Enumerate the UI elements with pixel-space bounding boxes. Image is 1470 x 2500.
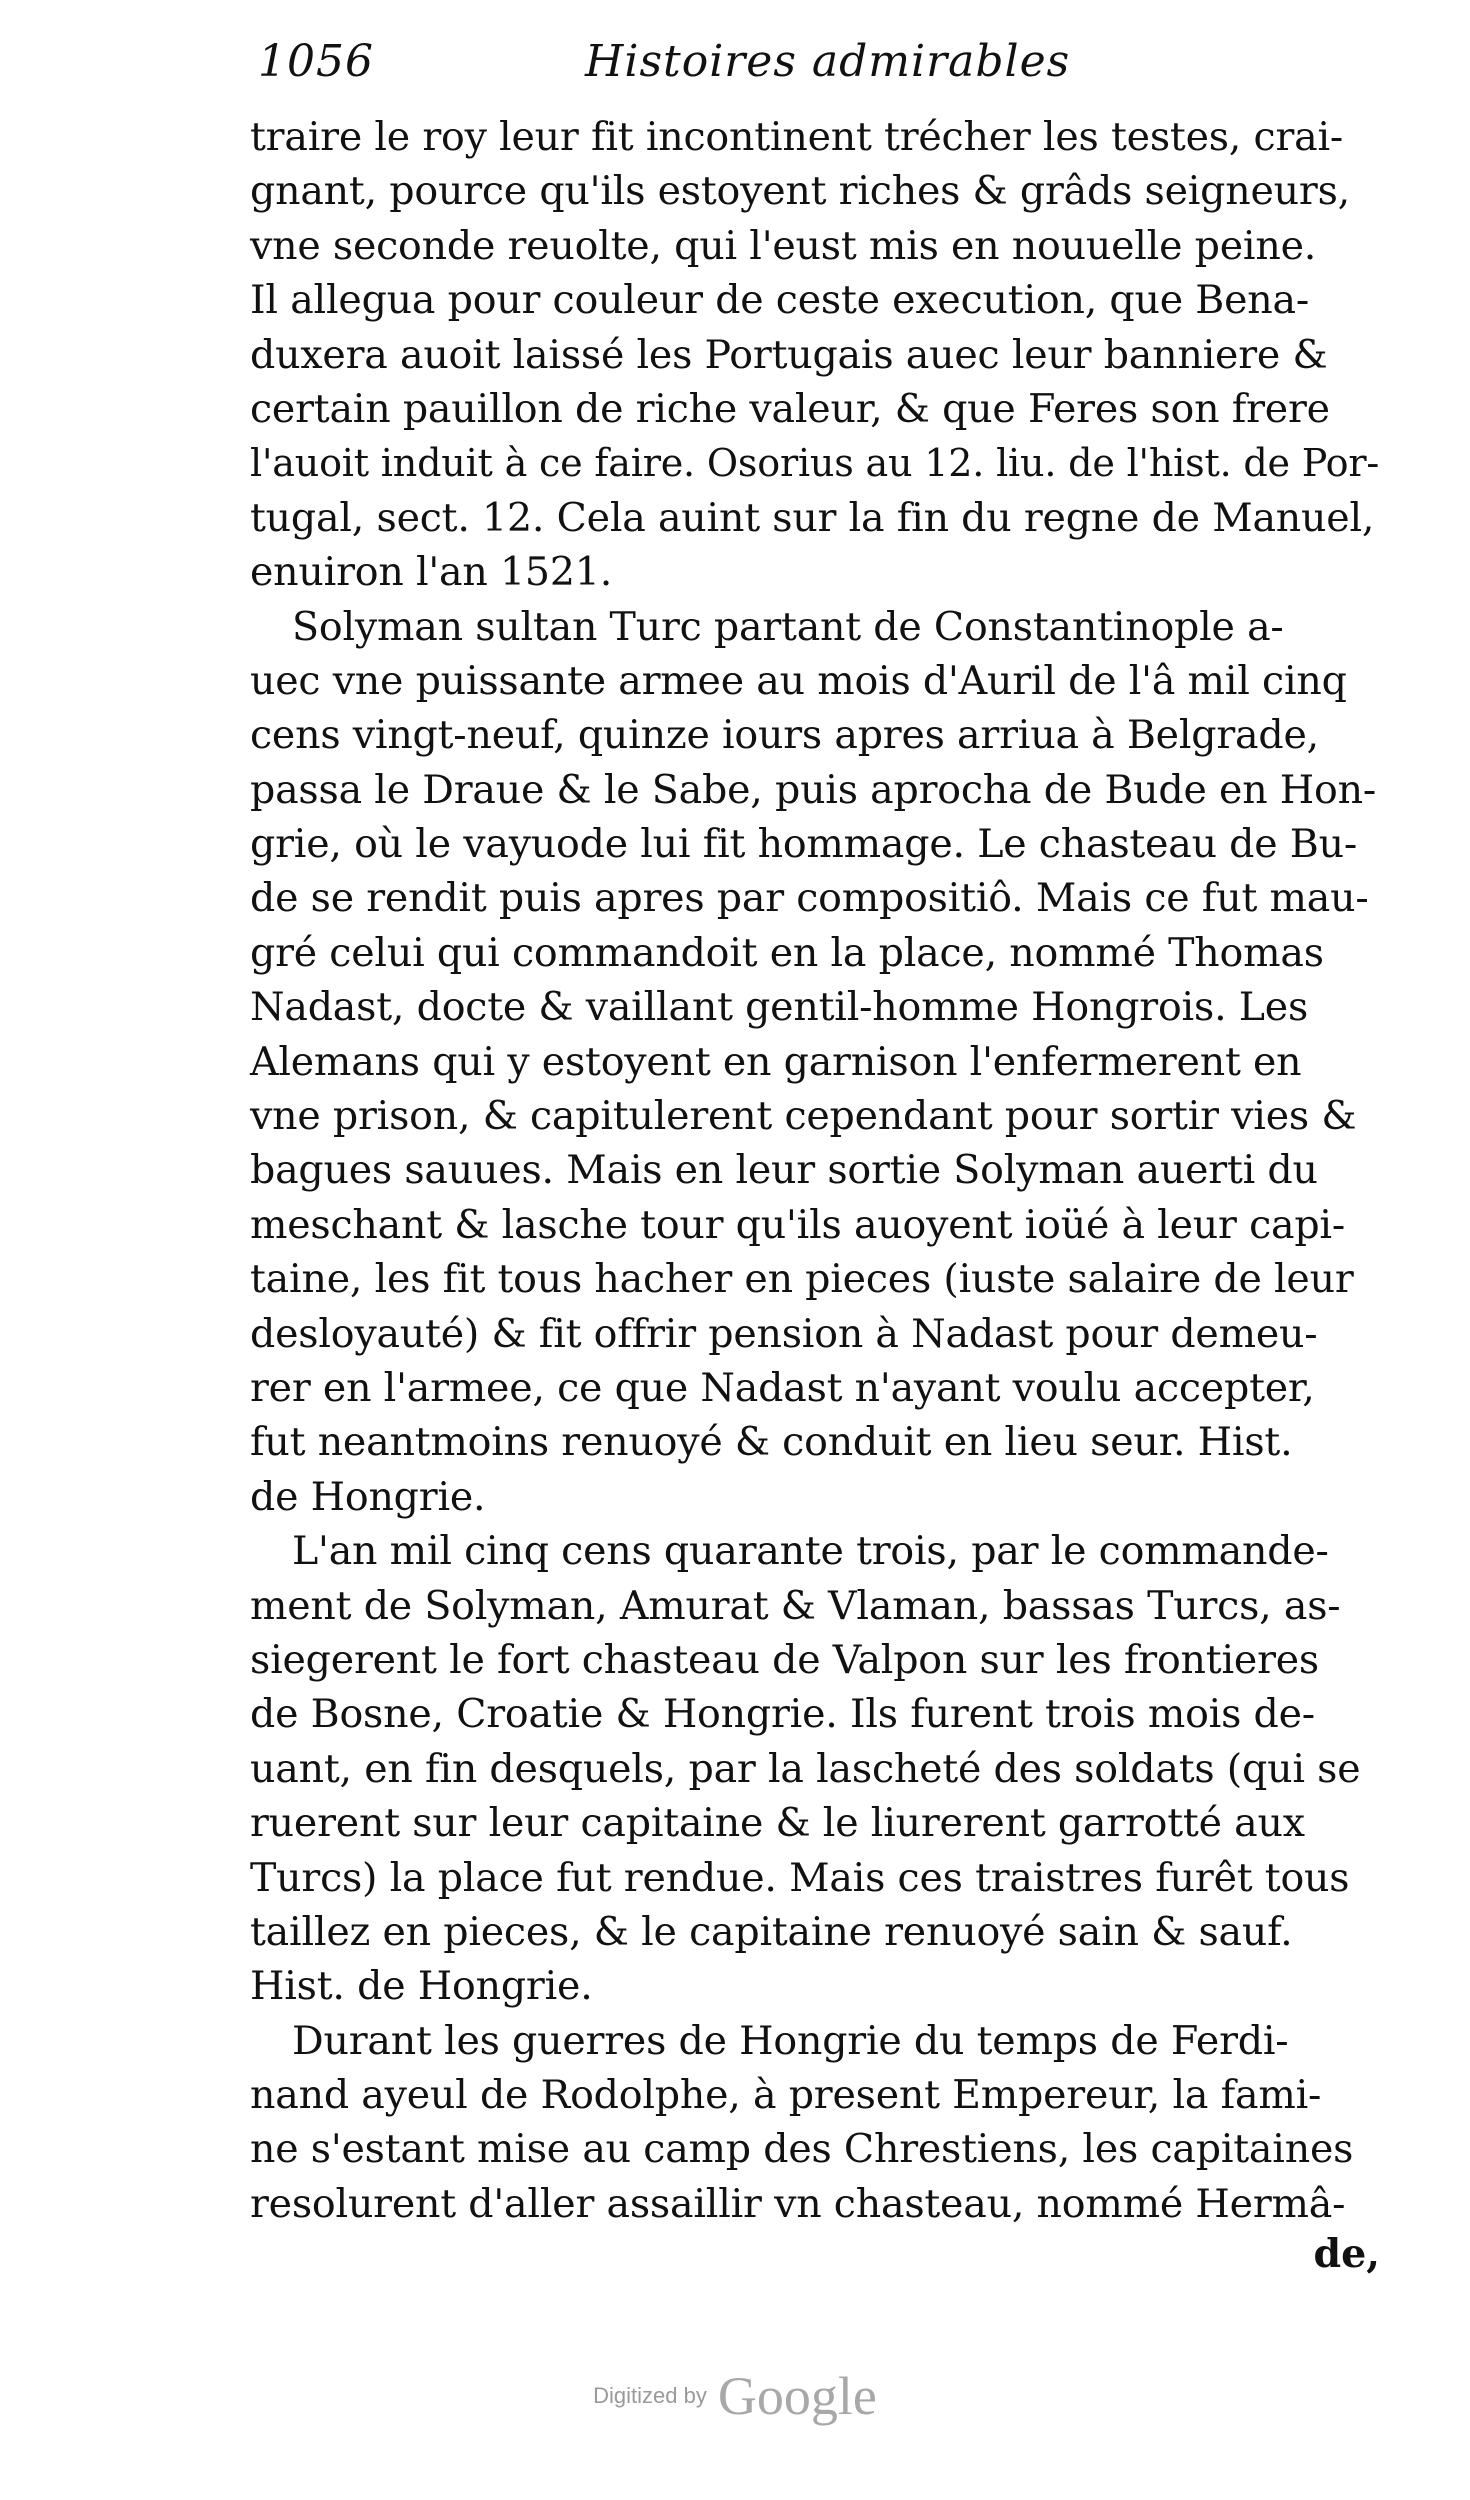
text-line: fut neantmoins renuoyé & conduit en lieu seur. Hist. xyxy=(250,1419,1293,1466)
text-line: taine, les fit tous hacher en pieces (iuste salaire de leur xyxy=(250,1256,1354,1303)
text-line: traire le roy leur fit incontinent trécher les testes, crai- xyxy=(250,114,1344,160)
text-line: certain pauillon de riche valeur, & que Feres son frere xyxy=(250,385,1330,432)
text-line: Durant les guerres de Hongrie du temps de Ferdi- xyxy=(292,2017,1289,2064)
text-line: vne seconde reuolte, qui l'eust mis en nouuelle peine. xyxy=(250,222,1317,269)
text-line: rer en l'armee, ce que Nadast n'ayant voulu accepter, xyxy=(250,1364,1315,1411)
text-line: gré celui qui commandoit en la place, nommé Thomas xyxy=(250,929,1324,976)
text-line: Hist. de Hongrie. xyxy=(250,1963,593,2010)
text-line: resolurent d'aller assaillir vn chasteau, nommé Hermâ- xyxy=(250,2180,1346,2227)
text-line: de Bosne, Croatie & Hongrie. Ils furent trois mois de- xyxy=(250,1691,1315,1738)
page-number: 1056 xyxy=(258,36,374,87)
book-page xyxy=(250,36,1380,2277)
digitization-footer xyxy=(0,2365,1470,2427)
text-line: desloyauté) & fit offrir pension à Nadast pour demeu- xyxy=(250,1310,1318,1357)
text-line: L'an mil cinq cens quarante trois, par le commande- xyxy=(292,1528,1329,1575)
text-line: Alemans qui y estoyent en garnison l'enfermerent en xyxy=(250,1038,1302,1085)
text-line: Turcs) la place fut rendue. Mais ces traistres furêt tous xyxy=(250,1854,1350,1901)
text-line: Nadast, docte & vaillant gentil-homme Hongrois. Les xyxy=(250,984,1309,1031)
text-line: de Hongrie. xyxy=(250,1473,486,1520)
google-logo: Google xyxy=(717,2366,877,2426)
text-line: l'auoit induit à ce faire. Osorius au 12. liu. de l'hist. de Por- xyxy=(250,441,1380,486)
text-line: bagues sauues. Mais en leur sortie Solyman auerti du xyxy=(250,1147,1318,1194)
text-line: enuiron l'an 1521. xyxy=(250,549,613,596)
text-line: passa le Draue & le Sabe, puis aprocha de Bude en Hon- xyxy=(250,766,1377,813)
page-header xyxy=(250,36,1380,106)
text-line: de se rendit puis apres par compositiô. Mais ce fut mau- xyxy=(250,875,1369,922)
text-line: vne prison, & capitulerent cependant pour sortir vies & xyxy=(250,1093,1357,1140)
catchword: de, xyxy=(1313,2231,1380,2277)
text-line: ne s'estant mise au camp des Chrestiens, les capitaines xyxy=(250,2126,1354,2173)
body-text xyxy=(250,110,1380,2231)
text-line: Il allegua pour couleur de ceste execution, que Bena- xyxy=(250,277,1310,324)
text-line: siegerent le fort chasteau de Valpon sur les frontieres xyxy=(250,1636,1320,1683)
text-line: ment de Solyman, Amurat & Vlaman, bassas Turcs, as- xyxy=(250,1582,1341,1629)
text-line: taillez en pieces, & le capitaine renuoyé sain & sauf. xyxy=(250,1908,1293,1955)
text-line: tugal, sect. 12. Cela auint sur la fin du regne de Manuel, xyxy=(250,494,1375,541)
text-line: uant, en fin desquels, par la lascheté des soldats (qui se xyxy=(250,1745,1361,1792)
text-line: cens vingt-neuf, quinze iours apres arriua à Belgrade, xyxy=(250,712,1320,759)
running-title: Histoires admirables xyxy=(585,36,1071,87)
text-line: ruerent sur leur capitaine & le liurerent garrotté aux xyxy=(250,1800,1305,1847)
text-line: uec vne puissante armee au mois d'Auril de l'â mil cinq xyxy=(250,657,1347,704)
text-line: duxera auoit laissé les Portugais auec leur banniere & xyxy=(250,331,1328,378)
text-line: meschant & lasche tour qu'ils auoyent ioüé à leur capi- xyxy=(250,1201,1346,1248)
text-line: Solyman sultan Turc partant de Constantinople a- xyxy=(292,603,1284,650)
text-line: grie, où le vayuode lui fit hommage. Le chasteau de Bu- xyxy=(250,821,1358,868)
text-line: gnant, pource qu'ils estoyent riches & grâds seigneurs, xyxy=(250,168,1351,215)
text-line: nand ayeul de Rodolphe, à present Empereur, la fami- xyxy=(250,2072,1322,2119)
digitized-by-label: Digitized by xyxy=(593,2383,707,2408)
